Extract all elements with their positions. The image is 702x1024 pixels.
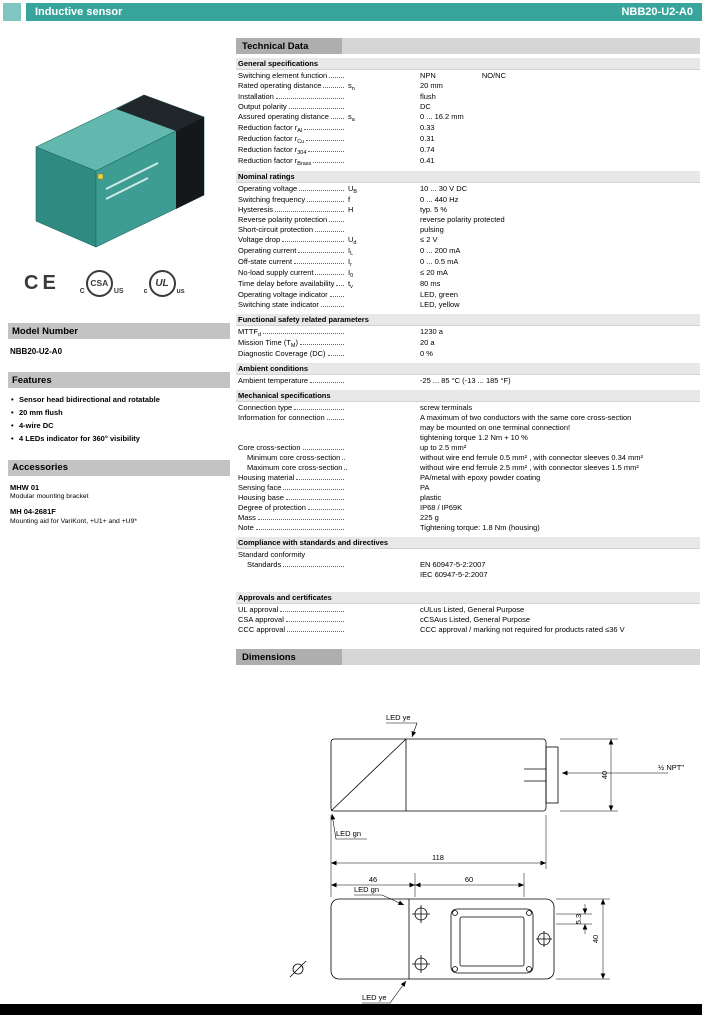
- leader-dots: [315, 268, 344, 275]
- spec-row: [236, 483, 700, 493]
- leader-dots: [256, 523, 344, 530]
- leader-dots: [303, 443, 344, 450]
- spec-value: 80 ms: [420, 279, 441, 288]
- spec-row: [236, 300, 700, 310]
- front-view-leader-lines: [354, 895, 406, 1003]
- spec-value: ≤ 20 mA: [420, 268, 448, 277]
- spec-group-heading: Nominal ratings: [236, 171, 700, 183]
- spec-value: 0 ... 440 Hz: [420, 195, 459, 204]
- spec-row: [236, 123, 700, 134]
- spec-row: [236, 279, 700, 290]
- feature-item: • 4 LEDs indicator for 360° visibility: [8, 434, 168, 444]
- ul-c-label: c: [143, 287, 148, 295]
- leader-dots: [283, 483, 344, 490]
- spec-value: -25 ... 85 °C (-13 ... 185 °F): [420, 376, 511, 385]
- spec-label: Mission Time $(T_M)$: [238, 338, 299, 349]
- spec-label: Switching element function: [238, 71, 328, 80]
- sensor-led: [98, 174, 103, 179]
- label-led-ye-side: LED ye: [386, 713, 411, 722]
- spec-value: CCC approval / marking not required for products rated ≤36 V: [420, 625, 625, 634]
- dim-60-label: 60: [464, 875, 474, 884]
- spec-label: Note: [238, 523, 254, 532]
- spec-row: [236, 184, 700, 195]
- spec-label: Time delay before availability: [238, 279, 335, 288]
- spec-row: [236, 550, 700, 560]
- leader-dots: [263, 327, 344, 334]
- dimension-drawing-svg: [236, 671, 700, 1019]
- spec-value: PA: [420, 483, 430, 492]
- spec-value: cCSAus Listed, General Purpose: [420, 615, 531, 624]
- spec-value: reverse polarity protected: [420, 215, 505, 224]
- spec-value: EN 60947-5-2:2007 IEC 60947-5-2:2007: [420, 560, 488, 579]
- spec-value: 225 g: [420, 513, 439, 522]
- spec-label: Core cross-section: [238, 443, 301, 452]
- spec-group: [236, 390, 700, 533]
- sensor-photo-illustration: [8, 35, 226, 259]
- product-photo: [8, 35, 230, 259]
- side-view-leader-lines: [332, 723, 668, 839]
- accessory-name: MHW 01: [10, 482, 40, 492]
- spec-value: 0.74: [420, 145, 435, 154]
- spec-value: 1230 a: [420, 327, 443, 336]
- spec-symbol: $U_d$: [348, 235, 357, 246]
- spec-label: Maximum core cross-section: [247, 463, 343, 472]
- main-content: [236, 38, 700, 1024]
- spec-label: CSA approval: [238, 615, 284, 624]
- spec-group-heading: Functional safety related parameters: [236, 314, 700, 326]
- spec-group: [236, 592, 700, 635]
- leader-dots: [298, 246, 344, 253]
- leader-dots: [304, 123, 344, 130]
- spec-row: [236, 523, 700, 533]
- front-view-outline: [290, 899, 554, 979]
- spec-value: 0 %: [420, 349, 433, 358]
- ce-mark-icon: CE: [24, 271, 60, 294]
- ul-mark-icon: [144, 270, 185, 297]
- leader-dots: [328, 349, 344, 356]
- spec-label: Reduction factor $r_{Brass}$: [238, 156, 312, 167]
- spec-value: up to 2.5 mm²: [420, 443, 467, 452]
- leader-dots: [321, 300, 344, 307]
- label-led-ye-front: LED ye: [362, 993, 387, 1002]
- spec-group: [236, 363, 700, 386]
- spec-value: PA/metal with epoxy powder coating: [420, 473, 541, 482]
- technical-data-table: [236, 58, 700, 635]
- spec-row: [236, 453, 700, 463]
- spec-value: NPN NO/NC: [420, 71, 507, 80]
- spec-label: Housing material: [238, 473, 295, 482]
- sidebar: [8, 35, 230, 1024]
- spec-label: Voltage drop: [238, 235, 281, 244]
- spec-value: 10 ... 30 V DC: [420, 184, 468, 193]
- spec-row: [236, 134, 700, 145]
- spec-value: cULus Listed, General Purpose: [420, 605, 525, 614]
- spec-label: Operating current: [238, 246, 297, 255]
- features-header: Features: [8, 372, 230, 388]
- leader-dots: [329, 71, 344, 78]
- spec-value: 0 ... 16.2 mm: [420, 112, 464, 121]
- spec-symbol: $s_n$: [348, 81, 355, 92]
- leader-dots: [323, 81, 344, 88]
- spec-row: [236, 81, 700, 92]
- spec-row: [236, 215, 700, 225]
- spec-row: [236, 403, 700, 413]
- dim-40-front-label: 40: [591, 934, 600, 944]
- accessory-item: [8, 507, 230, 525]
- technical-data-header: Technical Data: [236, 38, 700, 54]
- spec-row: [236, 493, 700, 503]
- spec-label: Switching state indicator: [238, 300, 319, 309]
- spec-label: Reverse polarity protection: [238, 215, 328, 224]
- spec-group: [236, 314, 700, 359]
- spec-row: [236, 503, 700, 513]
- spec-value: plastic: [420, 493, 442, 502]
- spec-label: CCC approval: [238, 625, 286, 634]
- leader-dots: [287, 625, 344, 632]
- spec-row: [236, 235, 700, 246]
- accessories-header: Accessories: [8, 460, 230, 476]
- leader-dots: [310, 376, 344, 383]
- leader-dots: [307, 195, 344, 202]
- spec-row: [236, 376, 700, 386]
- spec-label: Assured operating distance: [238, 112, 329, 121]
- leader-dots: [330, 290, 344, 297]
- spec-symbol: $I_0$: [348, 268, 354, 279]
- spec-row: [236, 290, 700, 300]
- spec-value: A maximum of two conductors with the same core cross-section may be mounted on one terminal connection! tightening torque 1.2 Nm + 10 %: [420, 413, 632, 442]
- csa-mark-icon: [80, 270, 124, 297]
- spec-value: 0.41: [420, 156, 435, 165]
- spec-symbol: f: [348, 195, 351, 204]
- spec-group-heading: Compliance with standards and directives: [236, 537, 700, 549]
- leader-dots: [286, 493, 344, 500]
- spec-value: pulsing: [420, 225, 444, 234]
- leader-dots: [308, 503, 344, 510]
- spec-label: Mass: [238, 513, 256, 522]
- spec-value: LED, green: [420, 290, 458, 299]
- spec-value: 20 a: [420, 338, 435, 347]
- spec-symbol: $I_r$: [348, 257, 352, 268]
- brand-square-icon: [3, 3, 21, 21]
- leader-dots: [342, 453, 345, 460]
- feature-item: • 20 mm flush: [8, 408, 168, 418]
- spec-row: [236, 513, 700, 523]
- leader-dots: [289, 102, 344, 109]
- spec-label: Degree of protection: [238, 503, 306, 512]
- spec-group: [236, 58, 700, 167]
- accessory-desc: Mounting aid for VariKont, +U1+ and +U9*: [10, 517, 138, 525]
- spec-row: [236, 257, 700, 268]
- leader-dots: [280, 605, 344, 612]
- csa-c-label: C: [79, 287, 85, 295]
- leader-dots: [331, 112, 344, 119]
- leader-dots: [283, 560, 344, 567]
- spec-label: Reduction factor $r_{304}$: [238, 145, 307, 156]
- spec-row: [236, 605, 700, 615]
- spec-value-2: NO/NC: [481, 71, 507, 80]
- page-body: [0, 35, 702, 1024]
- csa-circle: CSA: [86, 270, 113, 297]
- ul-circle: UL: [149, 270, 176, 297]
- spec-value: DC: [420, 102, 431, 111]
- spec-label: Short-circuit protection: [238, 225, 314, 234]
- page-title: Inductive sensor: [35, 6, 123, 18]
- leader-dots: [294, 257, 344, 264]
- leader-dots: [300, 338, 344, 345]
- side-view-dimension-lines: [331, 739, 618, 897]
- spec-value: 0 ... 200 mA: [420, 246, 461, 255]
- leader-dots: [344, 463, 347, 470]
- spec-group-heading: Mechanical specifications: [236, 390, 700, 402]
- spec-value: flush: [420, 92, 436, 101]
- spec-row: [236, 145, 700, 156]
- accessories-list: [8, 483, 230, 525]
- leader-dots: [327, 413, 344, 420]
- spec-label: No-load supply current: [238, 268, 314, 277]
- spec-value: ≤ 2 V: [420, 235, 438, 244]
- feature-item: • Sensor head bidirectional and rotatable: [8, 395, 168, 405]
- spec-label: Diagnostic Coverage (DC): [238, 349, 326, 358]
- spec-row: [236, 225, 700, 235]
- page-bottom-bar: [0, 1004, 702, 1015]
- leader-dots: [315, 225, 344, 232]
- spec-group-heading: General specifications: [236, 58, 700, 70]
- header-bar: [26, 3, 702, 21]
- model-number-value: NBB20-U2-A0: [10, 347, 63, 356]
- spec-label: Switching frequency: [238, 195, 306, 204]
- spec-row: [236, 195, 700, 205]
- leader-dots: [276, 92, 344, 99]
- spec-symbol: $t_v$: [348, 279, 353, 290]
- leader-dots: [294, 403, 344, 410]
- spec-row: [236, 560, 700, 580]
- spec-label: Standards: [247, 560, 282, 569]
- spec-row: [236, 338, 700, 349]
- spec-label: Operating voltage: [238, 184, 298, 193]
- leader-dots: [308, 145, 344, 152]
- leader-dots: [275, 205, 344, 212]
- spec-group-heading: Ambient conditions: [236, 363, 700, 375]
- accessory-desc: Modular mounting bracket: [10, 493, 89, 500]
- dim-40-side-label: 40: [600, 770, 609, 780]
- feature-item: • 4-wire DC: [8, 421, 168, 431]
- spec-label: Housing base: [238, 493, 284, 502]
- spec-row: [236, 92, 700, 102]
- spec-symbol: $U_B$: [348, 184, 358, 195]
- spec-row: [236, 625, 700, 635]
- page-header: [0, 0, 702, 21]
- spec-group-heading: Approvals and certificates: [236, 592, 700, 604]
- dim-118-label: 118: [432, 853, 444, 862]
- spec-value: typ. 5 %: [420, 205, 448, 214]
- spec-label: Ambient temperature: [238, 376, 309, 385]
- leader-dots: [313, 156, 344, 163]
- label-led-gn-side: LED gn: [336, 829, 362, 838]
- spec-row: [236, 473, 700, 483]
- spec-label: Output polarity: [238, 102, 287, 111]
- spec-row: [236, 327, 700, 338]
- spec-row: [236, 443, 700, 453]
- spec-label: Sensing face: [238, 483, 282, 492]
- front-view-dimension-lines: [556, 899, 610, 979]
- spec-label: Rated operating distance: [238, 81, 322, 90]
- dimensions-header: Dimensions: [236, 649, 700, 665]
- spec-symbol: $s_a$: [348, 112, 355, 123]
- spec-label: Minimum core cross-section: [247, 453, 341, 462]
- spec-label: Installation: [238, 92, 274, 101]
- spec-row: [236, 112, 700, 123]
- spec-row: [236, 246, 700, 257]
- spec-value: Tightening torque: 1.8 Nm (housing): [420, 523, 540, 532]
- certification-marks: [8, 259, 230, 307]
- spec-label: Hysteresis: [238, 205, 274, 214]
- accessory-name: MH 04-2681F: [10, 507, 56, 516]
- spec-value: without wire end ferrule 2.5 mm² , with connector sleeves 1.5 mm²: [420, 463, 639, 472]
- spec-value: IP68 / IP69K: [420, 503, 463, 512]
- spec-symbol: $I_L$: [348, 246, 354, 257]
- leader-dots: [336, 279, 344, 286]
- ul-us-label: us: [176, 287, 185, 295]
- spec-label: Reduction factor $r_{Cu}$: [238, 134, 305, 145]
- spec-row: [236, 71, 700, 81]
- spec-symbol: H: [348, 205, 354, 214]
- model-number-header: Model Number: [8, 323, 230, 339]
- spec-row: [236, 615, 700, 625]
- spec-label: Reduction factor $r_{Al}$: [238, 123, 303, 134]
- spec-value: 0.33: [420, 123, 435, 132]
- spec-value: 0.31: [420, 134, 435, 143]
- spec-group: [236, 171, 700, 310]
- spec-value: 0 ... 0.5 mA: [420, 257, 459, 266]
- spec-label: Operating voltage indicator: [238, 290, 328, 299]
- leader-dots: [286, 615, 344, 622]
- spec-row: [236, 413, 700, 443]
- dim-46-label: 46: [368, 875, 378, 884]
- leader-dots: [282, 235, 344, 242]
- spec-row: [236, 205, 700, 215]
- spec-row: [236, 268, 700, 279]
- spec-value: LED, yellow: [420, 300, 460, 309]
- leader-dots: [329, 215, 344, 222]
- leader-dots: [258, 513, 344, 520]
- label-npt: ½ NPT": [657, 763, 685, 772]
- leader-dots: [296, 473, 344, 480]
- side-view-outline: [331, 739, 558, 811]
- header-part-number: NBB20-U2-A0: [621, 6, 693, 18]
- spec-label: Standard conformity: [238, 550, 306, 559]
- dimensions-drawing: [236, 671, 700, 1024]
- leader-dots: [299, 184, 344, 191]
- spec-row: [236, 102, 700, 112]
- label-led-gn-front: LED gn: [354, 885, 380, 894]
- csa-us-label: US: [113, 287, 124, 295]
- spec-value: without wire end ferrule 0.5 mm² , with connector sleeves 0.34 mm²: [420, 453, 644, 462]
- features-list: [8, 395, 230, 444]
- spec-row: [236, 349, 700, 359]
- spec-label: $MTTF_d$: [238, 327, 262, 338]
- spec-row: [236, 463, 700, 473]
- accessory-item: [8, 483, 230, 501]
- spec-value: 20 mm: [420, 81, 443, 90]
- spec-label: Connection type: [238, 403, 293, 412]
- leader-dots: [306, 134, 344, 141]
- spec-group: [236, 537, 700, 580]
- dim-53-label: 5.3: [574, 913, 583, 925]
- spec-row: [236, 156, 700, 167]
- spec-label: Information for connection: [238, 413, 325, 422]
- spec-label: Off-state current: [238, 257, 293, 266]
- spec-value: screw terminals: [420, 403, 473, 412]
- spec-label: UL approval: [238, 605, 279, 614]
